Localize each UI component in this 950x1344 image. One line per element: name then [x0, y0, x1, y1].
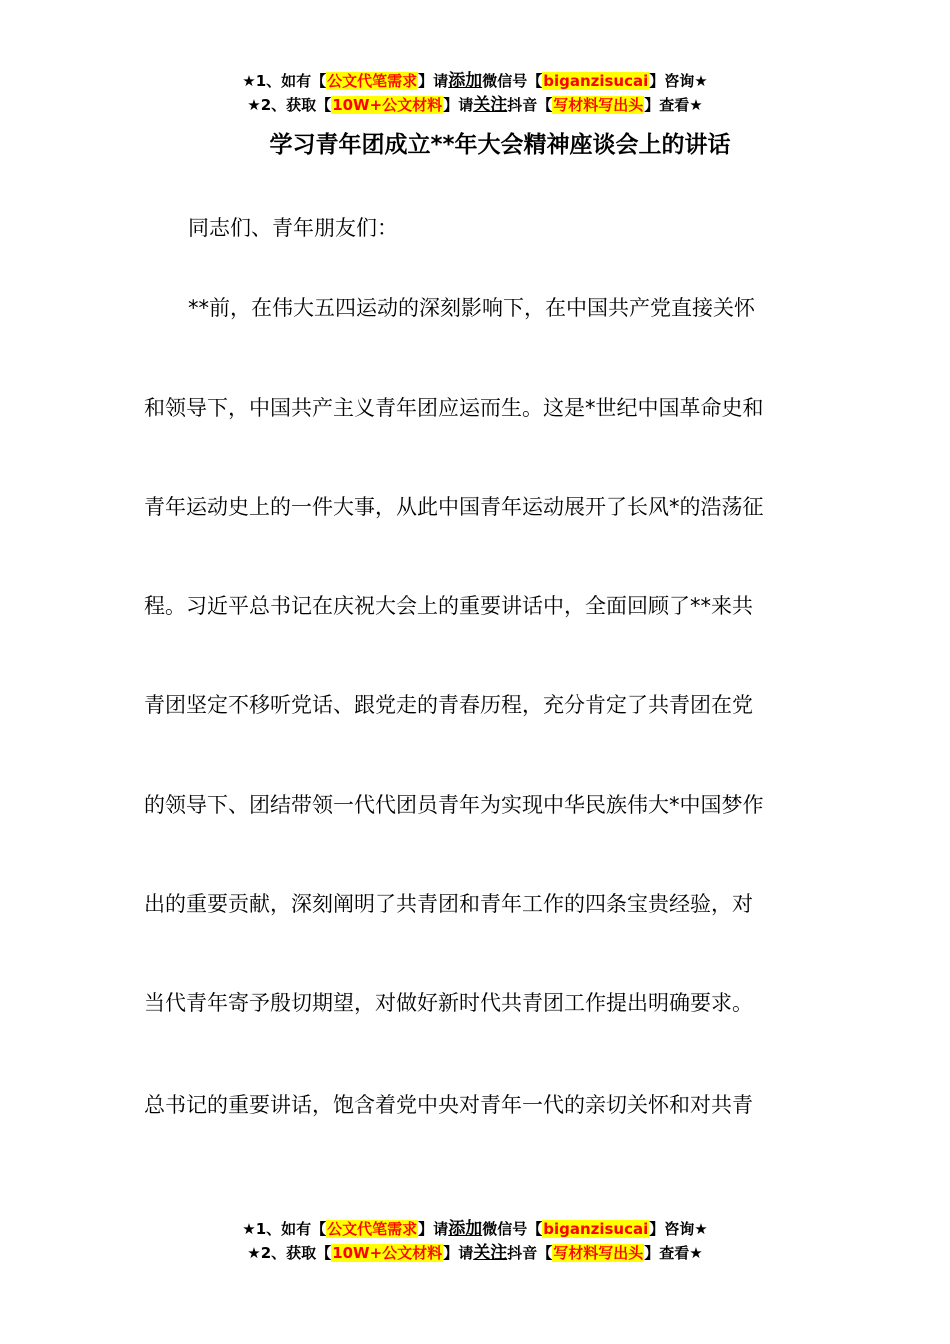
promo-text: 】咨询★ [649, 72, 708, 90]
promo-highlight: biganzisucai [543, 72, 649, 90]
promo-header [0, 69, 950, 117]
promo-text: 抖音【 [507, 96, 553, 114]
promo-highlight: 10W+公文材料 [332, 1244, 443, 1262]
promo-underlined: 添加 [448, 1219, 483, 1239]
promo-text: 】查看★ [644, 96, 703, 114]
promo-highlight: 10W+公文材料 [332, 96, 443, 114]
promo-underlined: 关注 [473, 1243, 508, 1263]
promo-text: ★1、如有【 [242, 72, 327, 90]
promo-text: 抖音【 [507, 1244, 553, 1262]
promo-text: 】请 [418, 72, 449, 90]
promo-text: 】查看★ [644, 1244, 703, 1262]
promo-text: 微信号【 [482, 72, 543, 90]
promo-text: 微信号【 [482, 1220, 543, 1238]
promo-highlight: 公文代笔需求 [327, 72, 418, 90]
body-line: 出的重要贡献，深刻阐明了共青团和青年工作的四条宝贵经验，对 [144, 892, 753, 916]
promo-highlight: biganzisucai [543, 1220, 649, 1238]
promo-line-2 [0, 1241, 950, 1265]
promo-text: ★2、获取【 [247, 1244, 332, 1262]
body-line: 总书记的重要讲话，饱含着党中央对青年一代的亲切关怀和对共青 [144, 1093, 753, 1117]
document-title: 学习青年团成立**年大会精神座谈会上的讲话 [269, 132, 731, 158]
greeting: 同志们、青年朋友们： [188, 216, 398, 240]
promo-text: 】请 [443, 96, 474, 114]
promo-line-2 [0, 93, 950, 117]
promo-underlined: 添加 [448, 71, 483, 91]
promo-highlight: 写材料写出头 [553, 96, 644, 114]
promo-text: 】请 [443, 1244, 474, 1262]
body-line: **前，在伟大五四运动的深刻影响下，在中国共产党直接关怀 [188, 296, 755, 320]
promo-text: ★2、获取【 [247, 96, 332, 114]
promo-highlight: 写材料写出头 [553, 1244, 644, 1262]
promo-text: 】请 [418, 1220, 449, 1238]
promo-text: ★1、如有【 [242, 1220, 327, 1238]
promo-line-1 [0, 1217, 950, 1241]
promo-line-1 [0, 69, 950, 93]
promo-footer [0, 1217, 950, 1265]
promo-text: 】咨询★ [649, 1220, 708, 1238]
body-line: 和领导下，中国共产主义青年团应运而生。这是*世纪中国革命史和 [144, 396, 764, 420]
body-line: 青年运动史上的一件大事，从此中国青年运动展开了长风*的浩荡征 [144, 495, 764, 519]
body-line: 的领导下、团结带领一代代团员青年为实现中华民族伟大*中国梦作 [144, 793, 764, 817]
promo-highlight: 公文代笔需求 [327, 1220, 418, 1238]
body-line: 青团坚定不移听党话、跟党走的青春历程，充分肯定了共青团在党 [144, 693, 753, 717]
body-line: 程。习近平总书记在庆祝大会上的重要讲话中，全面回顾了**来共 [144, 594, 753, 618]
promo-underlined: 关注 [473, 95, 508, 115]
body-line: 当代青年寄予殷切期望，对做好新时代共青团工作提出明确要求。 [144, 991, 753, 1015]
